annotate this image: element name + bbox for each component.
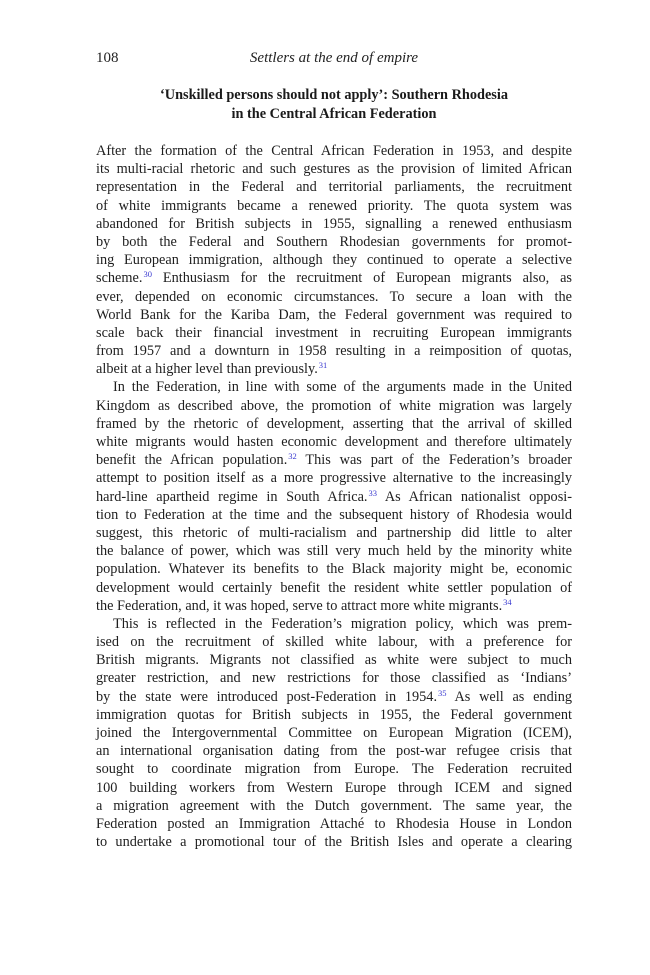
footnote-marker[interactable]: 32 xyxy=(288,451,297,462)
text-segment: representation in the Federal and territorial parliaments, the recruitment xyxy=(96,179,572,196)
text-line xyxy=(96,669,572,687)
text-segment: In the Federation, in line with some of the arguments made in the United xyxy=(113,379,572,396)
text-segment: development would certainly benefit the resident white settler population of xyxy=(96,579,572,596)
text-segment: greater restriction, and new restrictions for those classified as ‘Indians’ xyxy=(96,670,572,687)
text-line xyxy=(96,706,572,724)
body-text xyxy=(96,142,572,851)
text-line xyxy=(96,360,572,378)
text-segment: ing European immigration, although they continued to operate a selective xyxy=(96,252,572,269)
text-segment: This was part of the Federation’s broader xyxy=(296,452,572,469)
text-segment: its multi-racial rhetoric and such gestures as the provision of limited African xyxy=(96,161,572,178)
paragraph xyxy=(96,142,572,378)
text-line xyxy=(96,651,572,669)
text-segment: After the formation of the Central African Federation in 1953, and despite xyxy=(96,143,572,159)
footnote-marker[interactable]: 31 xyxy=(318,360,328,371)
text-segment: population. Whatever its benefits to the Black majority might be, economic xyxy=(96,561,572,578)
text-line xyxy=(96,688,572,706)
text-line xyxy=(96,597,572,615)
paragraph xyxy=(96,615,572,851)
text-line xyxy=(96,269,572,287)
text-segment: by both the Federal and Southern Rhodesian governments for promot- xyxy=(96,233,572,250)
text-line xyxy=(96,324,572,342)
page-header xyxy=(96,50,572,70)
text-line xyxy=(96,524,572,542)
section-title xyxy=(96,86,572,124)
text-segment: of white immigrants became a renewed priority. The quota system was xyxy=(96,197,572,214)
text-line xyxy=(96,160,572,178)
text-segment: hard-line apartheid regime in South Africa. xyxy=(96,488,368,505)
running-head: Settlers at the end of empire xyxy=(249,50,419,66)
text-line xyxy=(96,488,572,506)
text-line xyxy=(96,742,572,760)
text-line xyxy=(96,433,572,451)
text-line xyxy=(96,760,572,778)
text-line xyxy=(96,542,572,560)
text-line xyxy=(96,506,572,524)
text-line xyxy=(96,178,572,196)
text-segment: abandoned for British subjects in 1955, signalling a renewed enthusiasm xyxy=(96,215,572,232)
text-segment: framed by the rhetoric of development, asserting that the arrival of skilled xyxy=(96,415,572,432)
text-line xyxy=(96,306,572,324)
text-segment: ever, depended on economic circumstances. To secure a loan with the xyxy=(96,288,572,305)
text-line xyxy=(96,397,572,415)
text-segment: scale back their financial investment in recruiting European immigrants xyxy=(96,324,572,341)
text-line xyxy=(96,579,572,597)
text-segment: scheme. xyxy=(96,270,143,287)
text-line xyxy=(96,833,572,851)
text-segment: an international organisation dating from the post-war refugee crisis that xyxy=(96,743,572,760)
text-line xyxy=(96,797,572,815)
text-segment: immigration quotas for British subjects in 1955, the Federal government xyxy=(96,706,572,723)
text-line xyxy=(96,779,572,797)
footnote-marker[interactable]: 35 xyxy=(438,687,447,698)
text-line xyxy=(96,724,572,742)
footnote-marker[interactable]: 34 xyxy=(503,596,512,607)
text-line xyxy=(96,288,572,306)
text-line xyxy=(96,251,572,269)
text-line xyxy=(96,469,572,487)
text-segment: by the state were introduced post-Federation in 1954. xyxy=(96,688,438,705)
text-segment: to undertake a promotional tour of the British Isles and operate a clearing xyxy=(96,834,572,851)
paragraph xyxy=(96,378,572,614)
text-line xyxy=(96,342,572,360)
text-segment: This is reflected in the Federation’s migration policy, which was prem- xyxy=(113,615,572,632)
text-line xyxy=(96,615,572,633)
text-segment: suggest, this rhetoric of multi-racialism and partnership did little to alter xyxy=(96,524,572,541)
text-segment: joined the Intergovernmental Committee on European Migration (ICEM), xyxy=(96,725,572,741)
text-line xyxy=(96,451,572,469)
footnote-marker[interactable]: 33 xyxy=(368,487,377,498)
text-segment: As African nationalist opposi- xyxy=(377,488,573,505)
text-segment: Kingdom as described above, the promotion of white migration was largely xyxy=(96,397,572,414)
text-segment: ised on the recruitment of skilled white labour, with a preference for xyxy=(96,634,572,651)
text-segment: Enthusiasm for the recruitment of European migrants also, as xyxy=(151,270,572,287)
text-segment: a migration agreement with the Dutch government. The same year, the xyxy=(96,797,572,814)
text-segment: As well as ending xyxy=(446,688,572,705)
section-title-line-1: ‘Unskilled persons should not apply’: Southern Rhodesia xyxy=(160,87,508,103)
text-line xyxy=(96,378,572,396)
text-line xyxy=(96,415,572,433)
text-segment: British migrants. Migrants not classified as white were subject to much xyxy=(96,652,572,669)
text-segment: tion to Federation at the time and the subsequent history of Rhodesia would xyxy=(96,506,572,523)
text-line xyxy=(96,233,572,251)
text-segment: the balance of power, which was still very much held by the minority white xyxy=(96,543,572,560)
text-segment: the Federation, and, it was hoped, serve to attract more white migrants. xyxy=(96,597,503,614)
page-number: 108 xyxy=(96,50,119,66)
text-line xyxy=(96,560,572,578)
text-line xyxy=(96,142,572,160)
text-segment: World Bank for the Kariba Dam, the Federal government was required to xyxy=(96,306,572,323)
text-segment: from 1957 and a downturn in 1958 resulting in a reimposition of quotas, xyxy=(96,343,572,360)
text-segment: white migrants would hasten economic development and therefore ultimately xyxy=(96,434,572,450)
text-line xyxy=(96,815,572,833)
text-line xyxy=(96,197,572,215)
text-segment: 100 building workers from Western Europe through ICEM and signed xyxy=(96,779,572,796)
text-segment: Federation posted an Immigration Attaché to Rhodesia House in London xyxy=(96,815,572,832)
text-segment: attempt to position itself as a more progressive alternative to the increasingly xyxy=(96,470,572,487)
text-segment: benefit the African population. xyxy=(96,452,288,469)
text-line xyxy=(96,633,572,651)
text-line xyxy=(96,215,572,233)
text-segment: sought to coordinate migration from Europe. The Federation recruited xyxy=(96,761,572,778)
text-segment: albeit at a higher level than previously. xyxy=(96,361,318,378)
footnote-marker[interactable]: 30 xyxy=(143,269,152,280)
section-title-line-2: in the Central African Federation xyxy=(231,106,437,122)
